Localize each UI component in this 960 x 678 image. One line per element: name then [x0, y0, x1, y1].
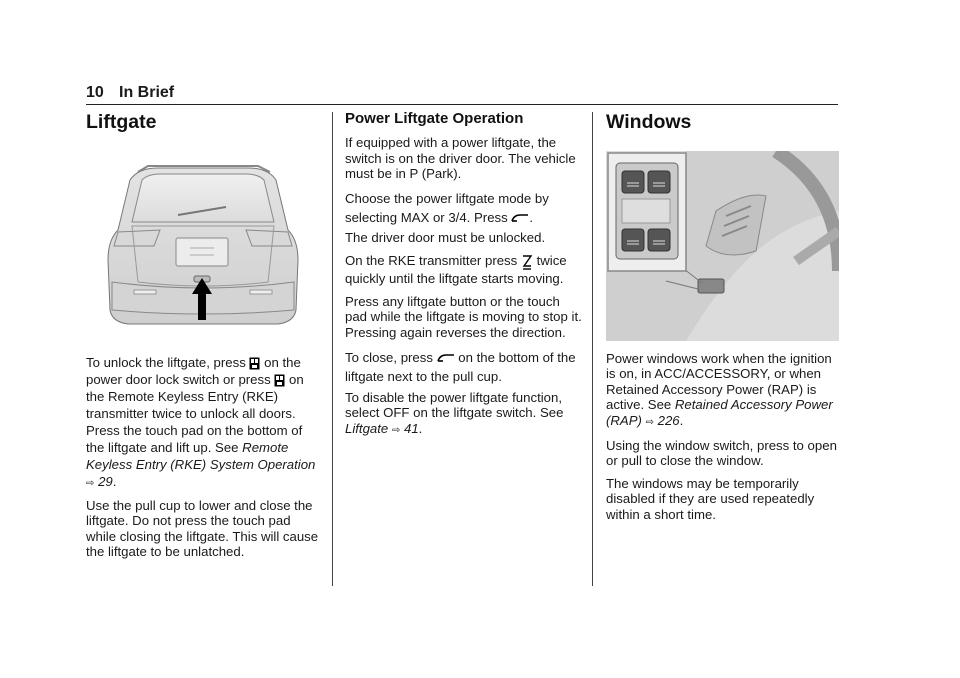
windows-paragraph-2: Using the window switch, press to open or pull to close the window.: [606, 437, 837, 469]
cross-reference-link[interactable]: Retained Accessory Power (RAP): [606, 397, 833, 428]
power-liftgate-paragraph-3: The driver door must be unlocked.: [345, 229, 546, 245]
power-liftgate-heading: Power Liftgate Operation: [345, 110, 524, 127]
rke-liftgate-icon: [521, 254, 533, 270]
section-name: In Brief: [119, 84, 175, 101]
liftgate-icon: [437, 353, 455, 363]
liftgate-paragraph-2: Use the pull cup to lower and close the liftgate. Do not press the touch pad while closing the liftgate. This will cause the liftgate to be unlatched.: [86, 497, 319, 560]
column-divider: [592, 112, 593, 586]
windows-heading: Windows: [606, 111, 692, 133]
power-liftgate-paragraph-2: Choose the power liftgate mode by selecting MAX or 3/4. Press .: [345, 190, 549, 225]
power-liftgate-paragraph-6: To close, press on the bottom of the liftgate next to the pull cup.: [345, 349, 576, 384]
liftgate-heading: Liftgate: [86, 111, 157, 133]
windows-paragraph-3: The windows may be temporarily disabled if they are used repeatedly within a short time.: [606, 475, 815, 522]
cross-reference-link[interactable]: Liftgate: [345, 420, 389, 436]
window-switch-illustration: [606, 151, 842, 345]
power-liftgate-paragraph-7: To disable the power liftgate function, select OFF on the liftgate switch. See Liftgate ⇨ 41.: [345, 389, 564, 436]
unlock-icon: [249, 357, 260, 370]
liftgate-icon: [511, 213, 529, 223]
power-liftgate-paragraph-1: If equipped with a power liftgate, the switch is on the driver door. The vehicle must be in P (Park).: [345, 135, 576, 182]
page-header: [86, 83, 838, 105]
liftgate-paragraph-1: To unlock the liftgate, press on the power door lock switch or press on the Remote Keyless Entry (RKE) transmitter twice to unlock all doors. Press the touch pad on the bottom of the liftgate and lift up. See Remote Keyless Entry (RKE) System Operation ⇨ 29.: [86, 354, 316, 489]
power-liftgate-column: [345, 108, 583, 438]
page-reference[interactable]: 29: [98, 473, 113, 489]
liftgate-column: [86, 108, 324, 560]
page-reference[interactable]: 226: [657, 412, 680, 428]
windows-column: [606, 108, 842, 523]
windows-paragraph-1: Power windows work when the ignition is on, in ACC/ACCESSORY, or when Retained Accessory Power (RAP) is active. See Retained Accessory Power (RAP) ⇨ 226.: [606, 350, 833, 428]
page-reference[interactable]: 41: [404, 420, 419, 436]
liftgate-illustration: [86, 160, 324, 344]
cross-reference-link[interactable]: Remote Keyless Entry (RKE) System Operation: [86, 439, 316, 472]
unlock-icon: [274, 374, 285, 387]
page-number: 10: [86, 84, 104, 101]
column-divider: [332, 112, 333, 586]
power-liftgate-paragraph-5: Press any liftgate button or the touch pad while the liftgate is moving to stop it. Pressing again reverses the direction.: [345, 293, 582, 341]
power-liftgate-paragraph-4: On the RKE transmitter press twice quickly until the liftgate starts moving.: [345, 253, 567, 286]
